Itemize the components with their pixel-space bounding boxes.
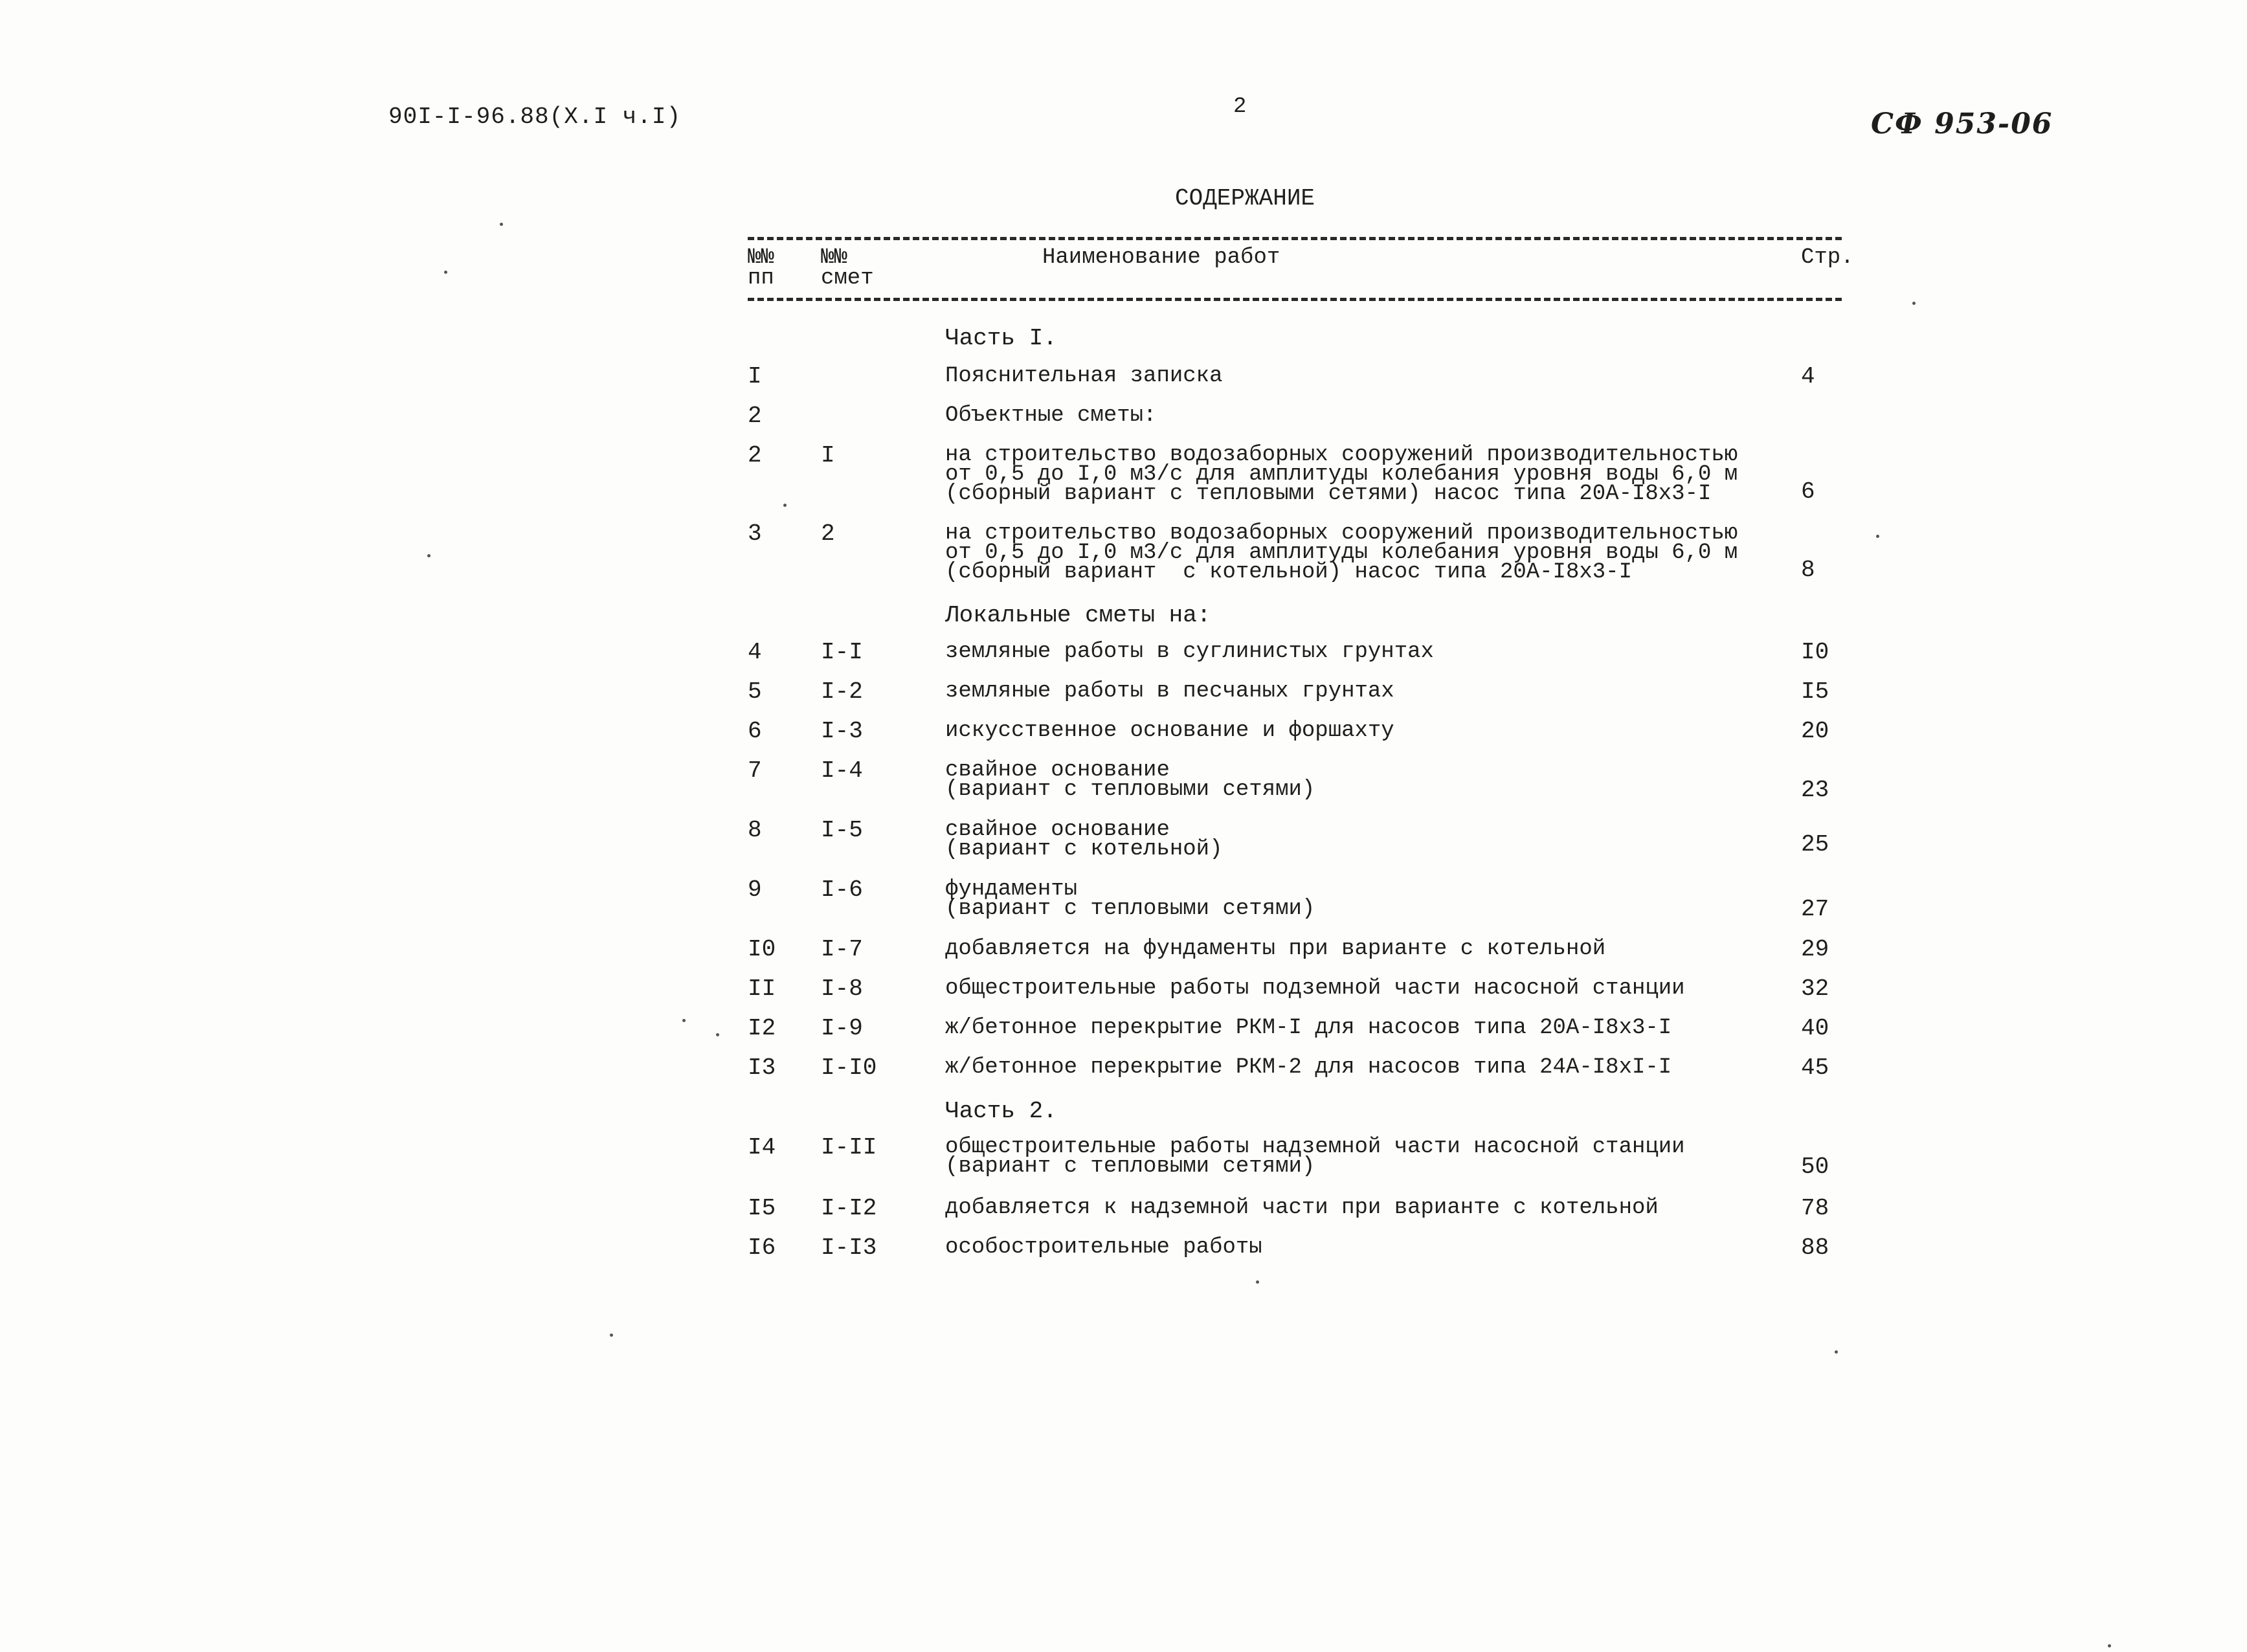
row-page: 6: [1801, 478, 1815, 505]
column-header-estimate-number-line1: №№: [821, 245, 847, 270]
row-number: 7: [748, 757, 762, 784]
row-page: 25: [1801, 831, 1829, 858]
scan-speck: [610, 1334, 613, 1337]
row-page: 78: [1801, 1195, 1829, 1222]
row-page: 32: [1801, 976, 1829, 1002]
row-number: II: [748, 976, 776, 1002]
page-title: СОДЕРЖАНИЕ: [1175, 185, 1315, 212]
row-number: I4: [748, 1134, 776, 1161]
row-estimate-number: I-4: [821, 757, 863, 784]
scan-speck: [427, 554, 430, 557]
row-page: 50: [1801, 1154, 1829, 1180]
row-estimate-number: I-3: [821, 718, 863, 744]
row-work-name: земляные работы в суглинистых грунтах: [945, 640, 1434, 664]
row-work-name: свайное основание (вариант с котельной): [945, 818, 1223, 862]
row-number: I3: [748, 1055, 776, 1081]
row-estimate-number: I-9: [821, 1015, 863, 1042]
row-work-name: ж/бетонное перекрытие РКМ-2 для насосов типа 24А-I8хI-I: [945, 1055, 1672, 1080]
row-page: 29: [1801, 936, 1829, 963]
column-header-estimate-number-line2: смет: [821, 266, 874, 291]
scan-speck: [1835, 1350, 1838, 1354]
row-number: 2: [748, 403, 762, 429]
row-number: 3: [748, 520, 762, 547]
row-estimate-number: I-I: [821, 639, 863, 665]
column-header-work-name: Наименование работ: [1042, 245, 1280, 270]
row-number: I5: [748, 1195, 776, 1222]
scan-speck: [444, 271, 447, 274]
row-page: 8: [1801, 557, 1815, 583]
scan-speck: [1256, 1280, 1259, 1284]
row-work-name: добавляется на фундаменты при варианте с котельной: [945, 937, 1606, 961]
column-header-page: Стр.: [1801, 245, 1854, 270]
scan-speck: [682, 1019, 686, 1022]
row-work-name: ж/бетонное перекрытие РКМ-I для насосов типа 20А-I8х3-I: [945, 1016, 1672, 1040]
row-page: I0: [1801, 639, 1829, 665]
row-number: I0: [748, 936, 776, 963]
row-page: 27: [1801, 896, 1829, 922]
row-estimate-number: I-I3: [821, 1234, 877, 1261]
row-work-name: Объектные сметы:: [945, 403, 1157, 428]
page-number: 2: [1233, 95, 1247, 119]
document-code: 90I-I-96.88(X.I ч.I): [388, 104, 682, 130]
row-work-name: фундаменты (вариант с тепловыми сетями): [945, 877, 1315, 921]
row-number: 8: [748, 817, 762, 843]
row-estimate-number: I-II: [821, 1134, 877, 1161]
row-estimate-number: I-7: [821, 936, 863, 963]
section-heading-part2: Часть 2.: [945, 1098, 1057, 1124]
row-page: 20: [1801, 718, 1829, 744]
row-estimate-number: I-6: [821, 876, 863, 903]
row-number: 9: [748, 876, 762, 903]
row-work-name: искусственное основание и форшахту: [945, 719, 1394, 743]
scan-speck: [1876, 535, 1879, 538]
row-work-name: свайное основание (вариант с тепловыми сетями): [945, 758, 1315, 802]
scan-speck: [2108, 1644, 2111, 1647]
row-number: I: [748, 363, 762, 390]
row-number: 5: [748, 678, 762, 705]
section-heading-local-estimates: Локальные сметы на:: [945, 602, 1211, 629]
row-work-name: общестроительные работы надземной части насосной станции (вариант с тепловыми сетями): [945, 1135, 1685, 1179]
row-estimate-number: I-I2: [821, 1195, 877, 1222]
row-work-name: добавляется к надземной части при варианте с котельной: [945, 1196, 1659, 1220]
row-estimate-number: I-I0: [821, 1055, 877, 1081]
row-number: 2: [748, 442, 762, 469]
row-page: 45: [1801, 1055, 1829, 1081]
row-work-name: Пояснительная записка: [945, 364, 1223, 388]
row-page: 88: [1801, 1234, 1829, 1261]
scan-speck: [716, 1033, 719, 1036]
row-estimate-number: I-8: [821, 976, 863, 1002]
row-page: 40: [1801, 1015, 1829, 1042]
row-number: I6: [748, 1234, 776, 1261]
scan-speck: [1912, 302, 1916, 305]
row-estimate-number: I-5: [821, 817, 863, 843]
scan-speck: [783, 504, 787, 507]
column-header-item-number-line1: №№: [748, 245, 774, 270]
row-work-name: земляные работы в песчаных грунтах: [945, 679, 1394, 704]
row-work-name: на строительство водозаборных сооружений производительностью от 0,5 до I,0 м3/с для амплитуды колебания уровня воды 6,0 м (сборный вариант с котельной) насос типа 20А-I8х3-I: [945, 521, 1738, 585]
row-estimate-number: I: [821, 442, 835, 469]
row-work-name: на строительство водозаборных сооружений производительностью от 0,5 до I,0 м3/с для амплитуды колебания уровня воды 6,0 м (сборный вариант с тепловыми сетями) насос типа 20А-I8х3-I: [945, 443, 1738, 506]
row-estimate-number: I-2: [821, 678, 863, 705]
row-work-name: особостроительные работы: [945, 1235, 1262, 1260]
archive-stamp: СФ 953-06: [1871, 107, 2053, 140]
column-header-item-number-line2: пп: [748, 266, 774, 291]
row-page: 23: [1801, 777, 1829, 803]
row-number: 6: [748, 718, 762, 744]
row-page: 4: [1801, 363, 1815, 390]
row-number: 4: [748, 639, 762, 665]
row-page: I5: [1801, 678, 1829, 705]
row-work-name: общестроительные работы подземной части насосной станции: [945, 976, 1685, 1001]
row-estimate-number: 2: [821, 520, 835, 547]
section-heading-part1: Часть I.: [945, 325, 1057, 352]
row-number: I2: [748, 1015, 776, 1042]
scan-speck: [500, 223, 503, 226]
